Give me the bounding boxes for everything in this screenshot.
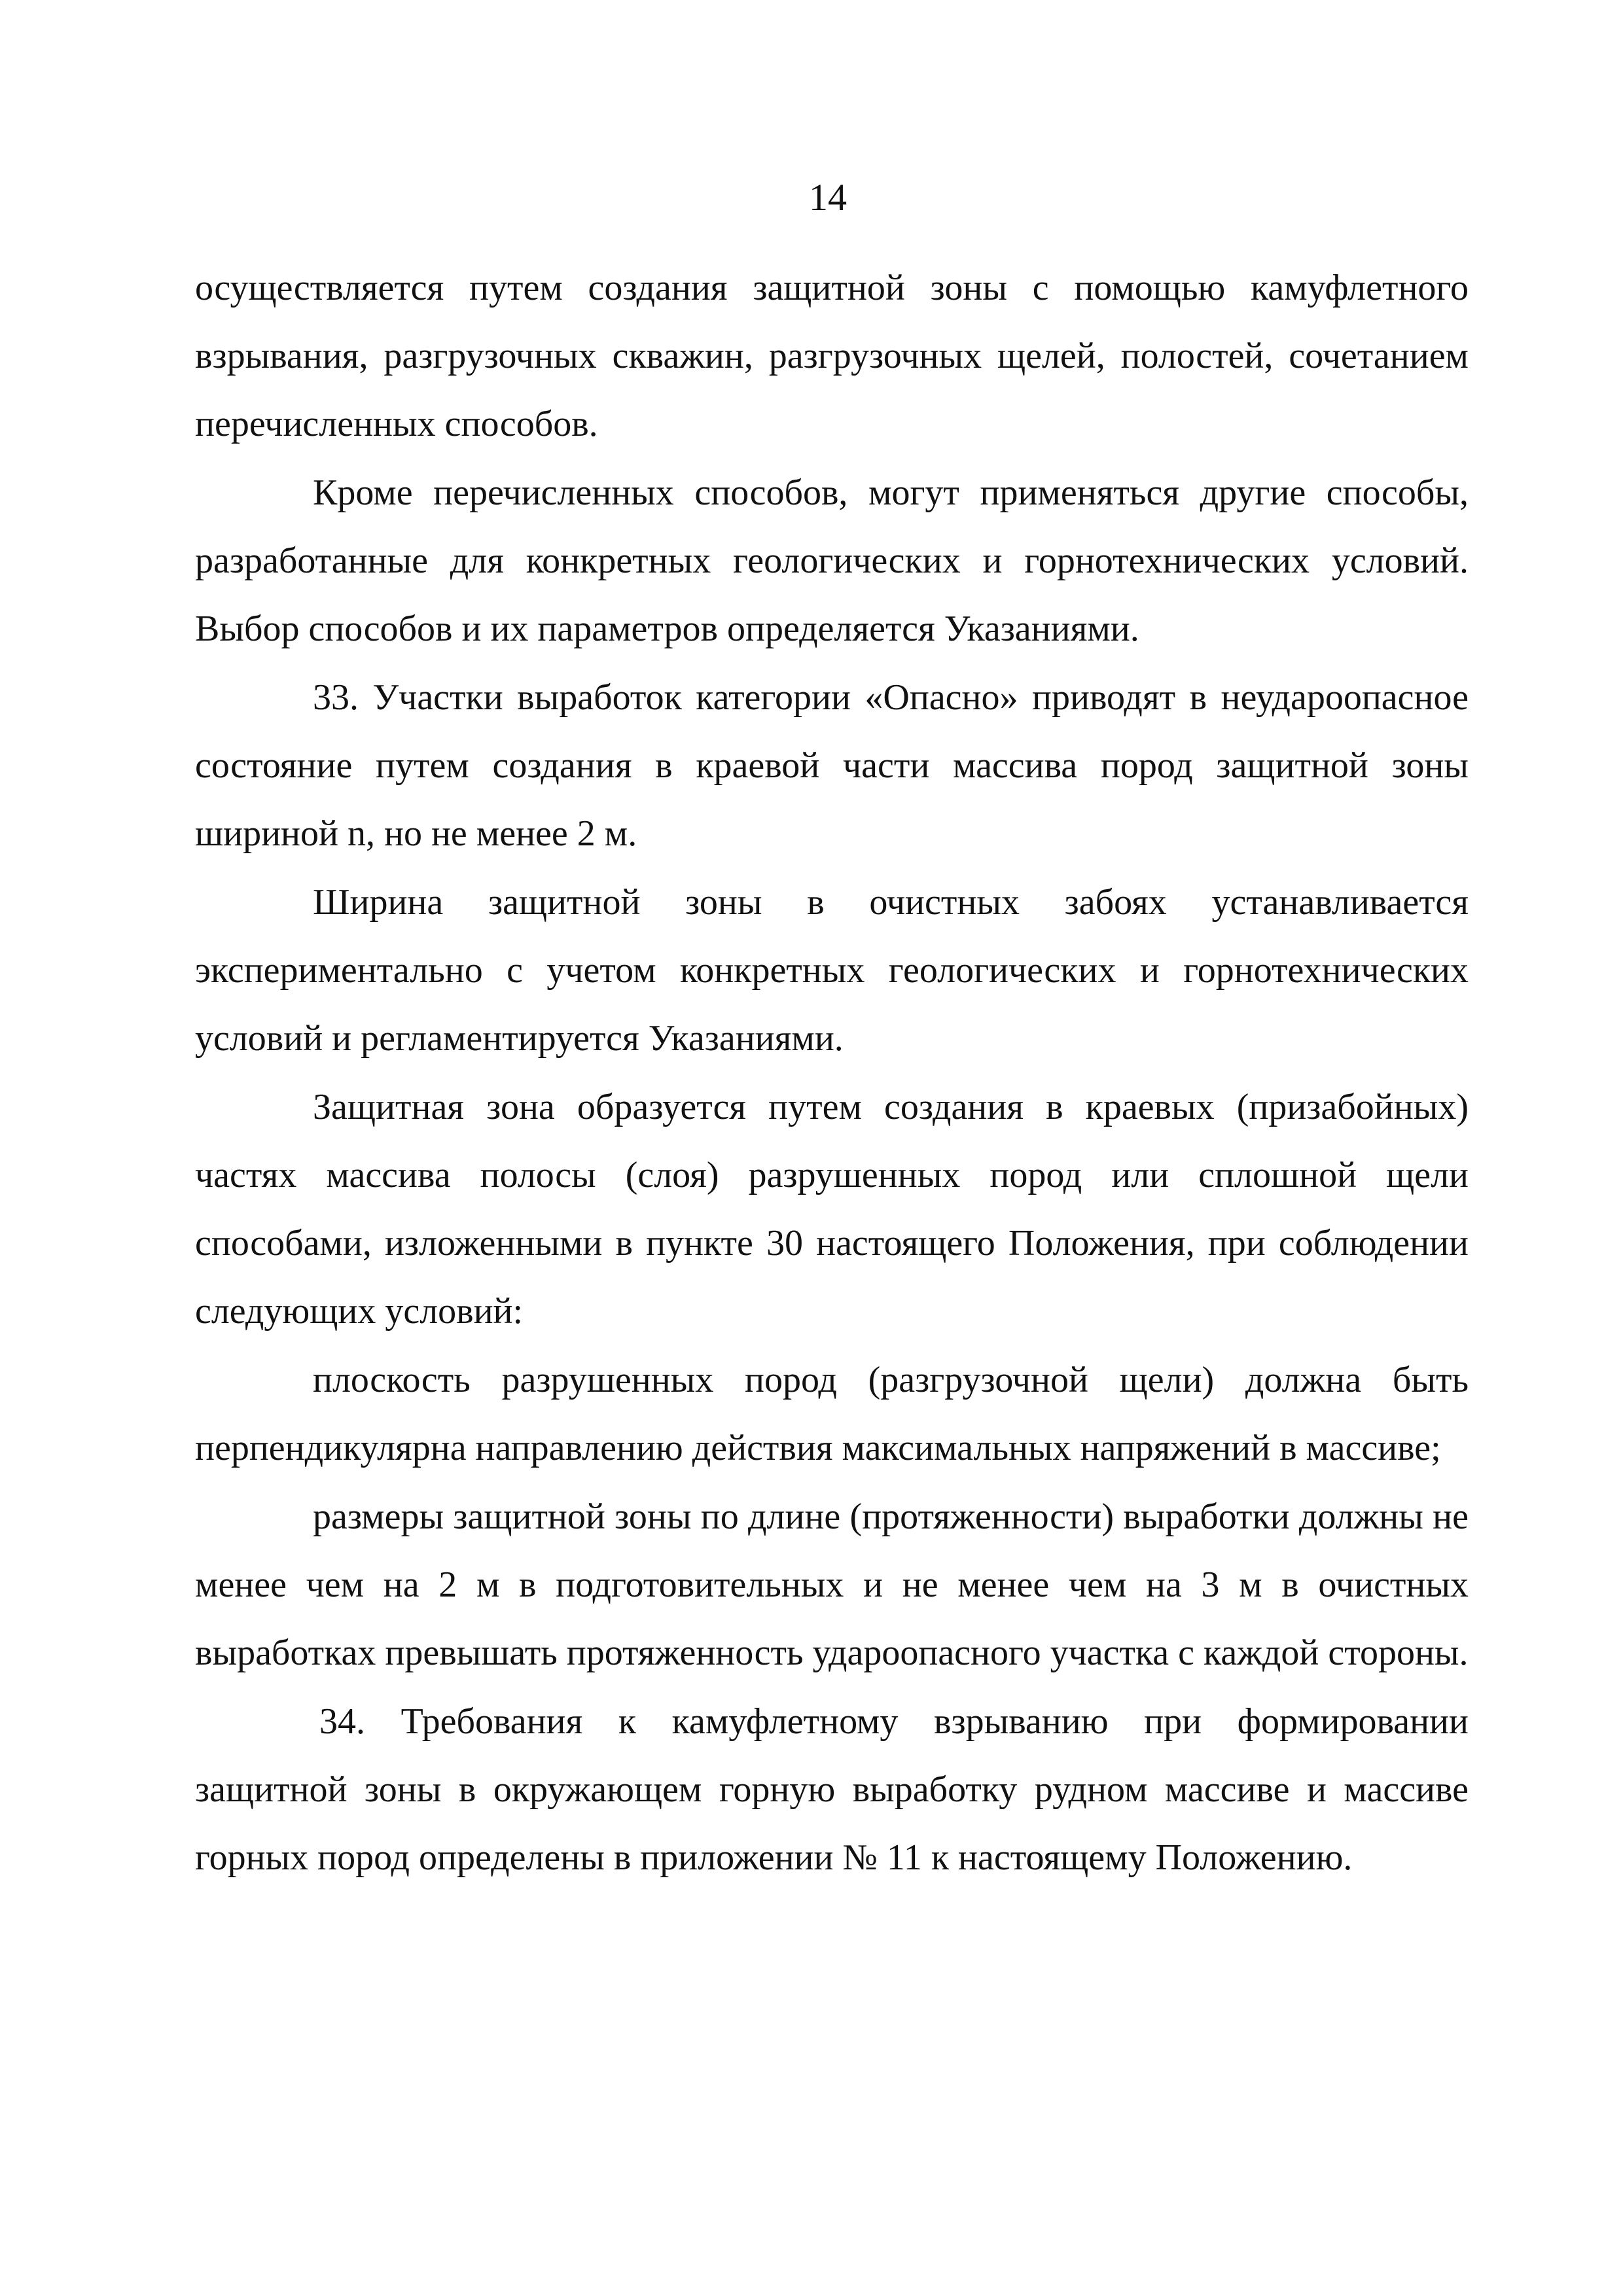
paragraph-zone-formation: Защитная зона образуется путем создания в краевых (призабойных) частях массива полосы (слоя) разрушенных пород или сплошной щели способами, изложенными в пункте 30 настоящего Положения, при соблюдении следующих условий: xyxy=(195,1087,1469,1332)
paragraph-condition-plane: плоскость разрушенных пород (разгрузочной щели) должна быть перпендикулярна направлению действия максимальных напряжений в массиве; xyxy=(195,1360,1469,1468)
paragraph-continuation: осуществляется путем создания защитной зоны с помощью камуфлетного взрывания, разгрузочных скважин, разгрузочных щелей, полостей, сочетанием перечисленных способов. xyxy=(195,268,1469,444)
paragraph-condition-size: размеры защитной зоны по длине (протяженности) выработки должны не менее чем на 2 м в подготовительных и не менее чем на 3 м в очистных выработках превышать протяженность удароопасного участка с каждой стороны. xyxy=(195,1496,1469,1673)
page-number: 14 xyxy=(809,176,847,219)
paragraph-item-34: 34. Требования к камуфлетному взрыванию при формировании защитной зоны в окружающем горную выработку рудном массиве и массиве горных пород определены в приложении № 11 к настоящему Положению. xyxy=(195,1701,1469,1878)
paragraph-other-methods: Кроме перечисленных способов, могут применяться другие способы, разработанные для конкретных геологических и горнотехнических условий. Выбор способов и их параметров определяется Указаниями. xyxy=(195,472,1469,649)
paragraph-item-33: 33. Участки выработок категории «Опасно» приводят в неудароопасное состояние путем создания в краевой части массива пород защитной зоны шириной n, но не менее 2 м. xyxy=(195,677,1469,854)
document-body xyxy=(195,254,1469,1892)
paragraph-zone-width: Ширина защитной зоны в очистных забоях устанавливается экспериментально с учетом конкретных геологических и горнотехнических условий и регламентируется Указаниями. xyxy=(195,882,1469,1059)
